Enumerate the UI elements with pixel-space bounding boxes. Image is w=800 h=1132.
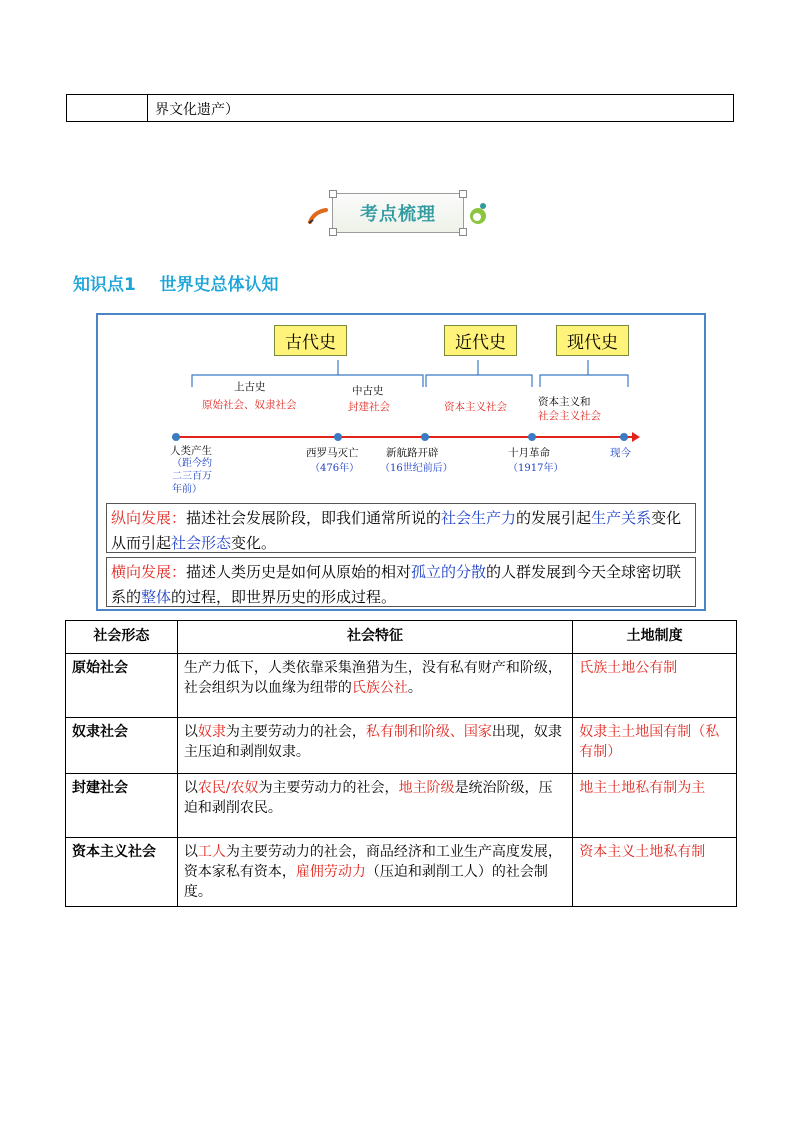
arrow-right-icon: [632, 432, 640, 442]
table-row: [66, 654, 737, 718]
row-features: 生产力低下，人类依靠采集渔猎为生，没有私有财产和阶级，社会组织为以血缘为纽带的氏族公社。: [177, 654, 572, 718]
subperiod-medieval-society: 封建社会: [348, 401, 390, 413]
period-ancient: 古代史: [274, 325, 347, 356]
timeline-dot: [528, 433, 536, 441]
row-land: 资本主义土地私有制: [573, 838, 737, 907]
subperiod-ancient-name: 上古史: [234, 381, 266, 393]
table-row: [66, 718, 737, 774]
period-modern-early: 近代史: [444, 325, 517, 356]
period-contemporary: 现代史: [556, 325, 629, 356]
subperiod-ancient-society: 原始社会、奴隶社会: [202, 399, 297, 411]
row-features: 以工人为主要劳动力的社会，商品经济和工业生产高度发展，资本家私有资本，雇佣劳动力（压迫和剥削工人）的社会制度。: [177, 838, 572, 907]
row-land: 地主土地私有制为主: [573, 774, 737, 838]
table-header-row: [66, 621, 737, 654]
subperiod-capitalist-society: 资本主义社会: [444, 401, 507, 413]
section-banner: [332, 193, 464, 233]
timeline-dot: [421, 433, 429, 441]
pen-decoration-icon: [306, 204, 332, 226]
row-form: 奴隶社会: [66, 718, 178, 774]
heading-number: 知识点1: [73, 275, 136, 295]
table-cell-text: 界文化遗产）: [155, 102, 239, 118]
event-date: （1917年）: [508, 463, 564, 474]
subperiod-contemporary-society: 资本主义和 社会主义社会: [538, 396, 601, 422]
header-land: 土地制度: [573, 621, 737, 654]
leaf-decoration-icon: [466, 200, 490, 228]
row-land: 氏族土地公有制: [573, 654, 737, 718]
timeline-dot: [172, 433, 180, 441]
row-form: 资本主义社会: [66, 838, 178, 907]
vertical-development-box: 纵向发展：描述社会发展阶段，即我们通常所说的社会生产力的发展引起生产关系变化从而引起社会形态变化。: [106, 503, 696, 553]
event-date: （距今约二三百万年前）: [172, 458, 212, 495]
event-date: （476年）: [310, 463, 360, 474]
header-features: 社会特征: [177, 621, 572, 654]
vertical-term: 纵向发展：: [111, 509, 187, 527]
event-label: 西罗马灭亡: [306, 447, 359, 459]
timeline-diagram: [96, 313, 706, 611]
timeline-dot: [620, 433, 628, 441]
row-features: 以奴隶为主要劳动力的社会，私有制和阶级、国家出现，奴隶主压迫和剥削奴隶。: [177, 718, 572, 774]
header-form: 社会形态: [66, 621, 178, 654]
row-features: 以农民/农奴为主要劳动力的社会，地主阶级是统治阶级，压迫和剥削农民。: [177, 774, 572, 838]
table-row: [66, 774, 737, 838]
knowledge-point-heading: [73, 270, 279, 295]
event-label: 现今: [610, 447, 631, 459]
row-land: 奴隶主土地国有制（私有制）: [573, 718, 737, 774]
banner-title: 考点梳理: [360, 204, 436, 225]
horizontal-development-box: 横向发展：描述人类历史是如何从原始的相对孤立的分散的人群发展到今天全球密切联系的整体的过程，即世界历史的形成过程。: [106, 557, 696, 607]
event-label: 新航路开辟: [386, 447, 439, 459]
horizontal-term: 横向发展：: [111, 563, 187, 581]
row-form: 原始社会: [66, 654, 178, 718]
continued-table: [66, 94, 734, 122]
event-label: 人类产生: [170, 445, 212, 457]
timeline-dot: [334, 433, 342, 441]
subperiod-medieval-name: 中古史: [352, 385, 384, 397]
event-label: 十月革命: [508, 447, 550, 459]
row-form: 封建社会: [66, 774, 178, 838]
heading-title: 世界史总体认知: [159, 275, 279, 295]
empty-cell: [67, 95, 148, 121]
society-forms-table: [65, 620, 737, 907]
table-row: [66, 838, 737, 907]
event-date: （16世纪前后）: [380, 463, 453, 474]
